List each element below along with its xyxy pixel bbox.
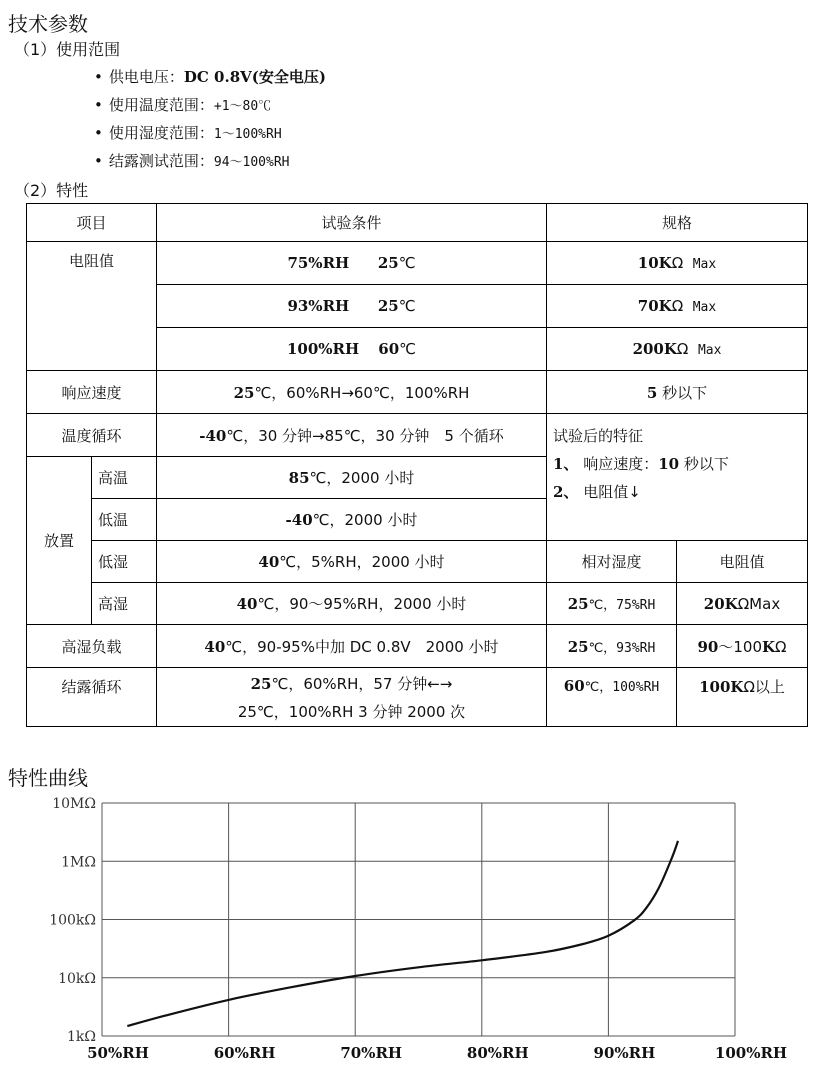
resistance-spec: 70KΩ Max [547,285,808,328]
storage-condition: 40℃，90～95%RH，2000 小时 [157,583,547,625]
y-axis-ticks [49,796,96,1045]
after-test-characteristics: 试验后的特征 1、 响应速度：10 秒以下 2、 电阻值↓ [547,414,808,541]
temp-cycle-label: 温度循环 [27,414,157,457]
high-humidity-rh: 25℃，75%RH [547,583,677,625]
bullet-temp-range: • 使用温度范围：+1～80℃ [94,96,272,114]
bullet-dew-range: • 结露测试范围：94～100%RH [94,152,290,170]
storage-condition: 85℃，2000 小时 [157,457,547,499]
table-row [27,371,808,414]
chart-grid [102,803,735,1036]
resistance-label: 电阻值 [27,242,157,371]
load-condition: 40℃，90-95%中加 DC 0.8V 2000 小时 [157,625,547,668]
table-row [27,583,808,625]
table-row [27,414,808,457]
bullet-icon: • [94,152,103,170]
resistance-spec: 200KΩ Max [547,328,808,371]
response-condition: 25℃，60%RH→60℃，100%RH [157,371,547,414]
storage-sub-label: 高湿 [92,583,157,625]
spec-table [26,203,808,727]
bullet-humidity-range: • 使用湿度范围：1～100%RH [94,124,282,142]
storage-sub-label: 高温 [92,457,157,499]
storage-sub-label: 低湿 [92,541,157,583]
table-row [27,625,808,668]
x-tick-label: 90%RH [593,1044,656,1062]
dew-condition: 25℃，60%RH，57 分钟←→ 25℃，100%RH 3 分钟 2000 次 [157,668,547,727]
dew-label: 结露循环 [27,668,157,727]
y-tick-label: 10MΩ [52,796,96,812]
section-heading-usage: （1）使用范围 [14,40,121,59]
load-rh: 25℃，93%RH [547,625,677,668]
storage-condition: 40℃，5%RH，2000 小时 [157,541,547,583]
y-tick-label: 1kΩ [67,1029,96,1045]
load-label: 高湿负载 [27,625,157,668]
resistance-condition: 75%RH 25℃ [157,242,547,285]
bullet-icon: • [94,68,103,86]
y-tick-label: 100kΩ [49,912,96,929]
high-humidity-resistance: 20KΩMax [677,583,808,625]
dew-rh: 60℃，100%RH [547,668,677,727]
y-tick-label: 10kΩ [58,970,96,987]
resistance-condition: 93%RH 25℃ [157,285,547,328]
characteristic-curve-chart [0,790,813,1069]
table-row [27,668,808,727]
x-axis-ticks [87,1044,787,1062]
bullet-icon: • [94,96,103,114]
table-row [27,242,808,285]
storage-condition: -40℃，2000 小时 [157,499,547,541]
response-spec: 5 秒以下 [547,371,808,414]
bullet-supply-voltage: • 供电电压：DC 0.8V(安全电压) [94,68,326,86]
page-title: 技术参数 [8,12,88,36]
spec-header-rh: 相对湿度 [547,541,677,583]
x-tick-label: 80%RH [466,1044,529,1062]
resistance-spec: 10KΩ Max [547,242,808,285]
section-heading-characteristics: （2）特性 [14,181,89,200]
temp-cycle-condition: -40℃，30 分钟→85℃，30 分钟 5 个循环 [157,414,547,457]
table-header-row [27,204,808,242]
storage-sub-label: 低温 [92,499,157,541]
load-resistance: 90～100KΩ [677,625,808,668]
y-tick-label: 1MΩ [61,854,96,871]
x-tick-label: 70%RH [340,1044,403,1062]
resistance-condition: 100%RH 60℃ [157,328,547,371]
header-condition: 试验条件 [157,204,547,242]
spec-header-resistance: 电阻值 [677,541,808,583]
x-tick-label: 50%RH [87,1044,149,1062]
resistance-curve [127,841,678,1026]
dew-resistance: 100KΩ以上 [677,668,808,727]
bullet-icon: • [94,124,103,142]
x-tick-label: 60%RH [213,1044,276,1062]
storage-label: 放置 [27,457,92,625]
table-row [27,541,808,583]
header-item: 项目 [27,204,157,242]
curve-title: 特性曲线 [8,766,88,790]
x-tick-label: 100%RH [714,1044,788,1062]
header-spec: 规格 [547,204,808,242]
response-label: 响应速度 [27,371,157,414]
